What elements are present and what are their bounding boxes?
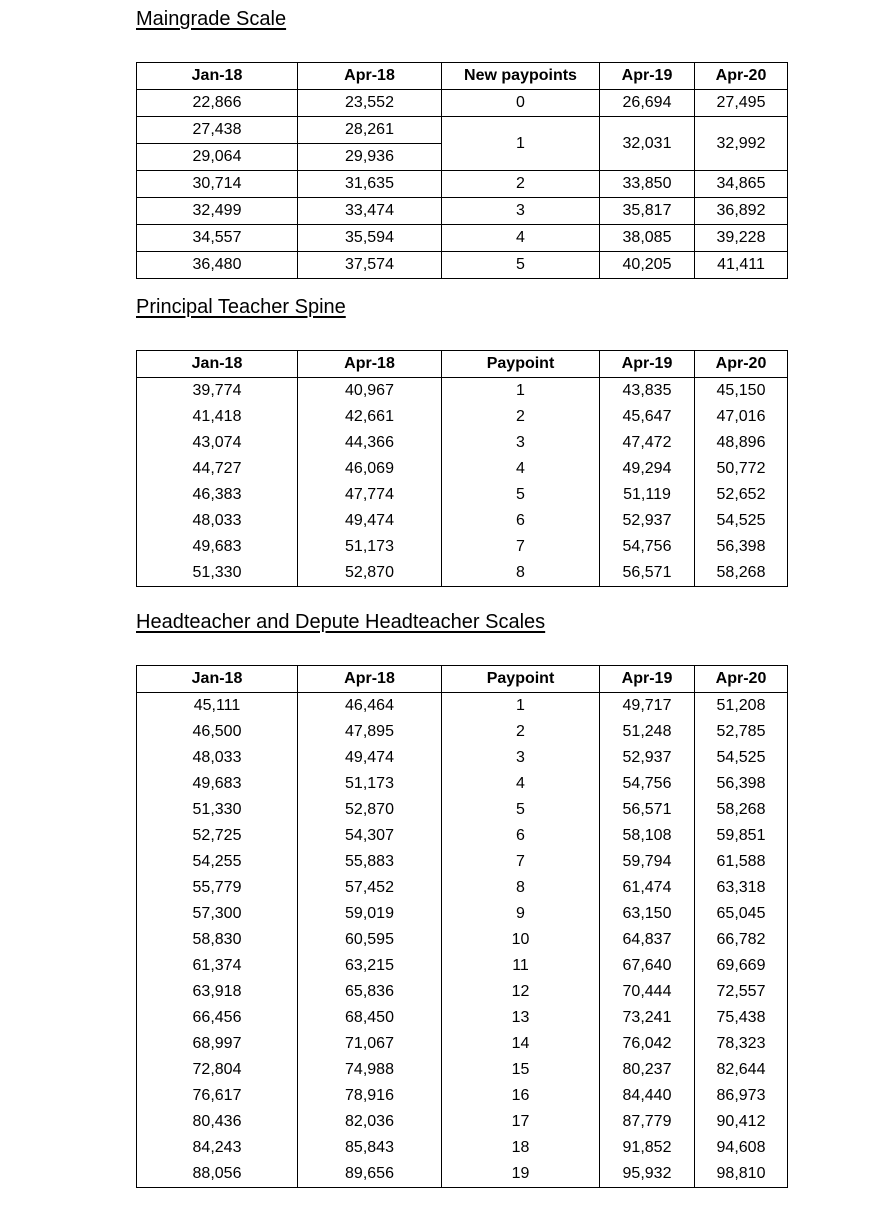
cell-paypoint: 1 <box>442 693 600 720</box>
cell-apr-20: 72,557 <box>695 979 788 1005</box>
column-header-apr-20: Apr-20 <box>695 63 788 90</box>
cell-apr-18: 74,988 <box>298 1057 442 1083</box>
header-row <box>137 351 788 378</box>
column-header-apr-20: Apr-20 <box>695 351 788 378</box>
cell-paypoint: 18 <box>442 1135 600 1161</box>
cell-apr-18: 42,661 <box>298 404 442 430</box>
cell-jan-18: 66,456 <box>137 1005 298 1031</box>
cell-apr-18: 65,836 <box>298 979 442 1005</box>
table-row <box>137 1083 788 1109</box>
cell-paypoint: 2 <box>442 404 600 430</box>
table-row <box>137 979 788 1005</box>
cell-apr-19: 45,647 <box>600 404 695 430</box>
cell-apr-18: 52,870 <box>298 797 442 823</box>
cell-paypoint: 4 <box>442 225 600 252</box>
cell-paypoint: 10 <box>442 927 600 953</box>
cell-jan-18: 45,111 <box>137 693 298 720</box>
cell-apr-19: 87,779 <box>600 1109 695 1135</box>
cell-jan-18: 32,499 <box>137 198 298 225</box>
cell-paypoint: 17 <box>442 1109 600 1135</box>
cell-apr-19: 35,817 <box>600 198 695 225</box>
table-row <box>137 252 788 279</box>
cell-apr-18: 54,307 <box>298 823 442 849</box>
cell-apr-20: 90,412 <box>695 1109 788 1135</box>
cell-apr-18: 37,574 <box>298 252 442 279</box>
cell-apr-19: 43,835 <box>600 378 695 405</box>
table-row <box>137 198 788 225</box>
cell-jan-18: 57,300 <box>137 901 298 927</box>
table-row <box>137 560 788 587</box>
maingrade-scale-title: Maingrade Scale <box>136 8 287 30</box>
cell-apr-20: 27,495 <box>695 90 788 117</box>
column-header-jan-18: Jan-18 <box>137 666 298 693</box>
cell-apr-18: 28,261 <box>298 117 442 144</box>
column-header-apr-18: Apr-18 <box>298 63 442 90</box>
cell-apr-20: 54,525 <box>695 745 788 771</box>
cell-apr-20: 94,608 <box>695 1135 788 1161</box>
cell-apr-20: 52,785 <box>695 719 788 745</box>
cell-jan-18: 39,774 <box>137 378 298 405</box>
cell-apr-20: 52,652 <box>695 482 788 508</box>
cell-paypoint: 4 <box>442 456 600 482</box>
cell-apr-19: 84,440 <box>600 1083 695 1109</box>
cell-apr-18: 49,474 <box>298 508 442 534</box>
cell-paypoint: 5 <box>442 252 600 279</box>
cell-paypoint: 19 <box>442 1161 600 1188</box>
cell-jan-18: 72,804 <box>137 1057 298 1083</box>
cell-apr-20: 56,398 <box>695 771 788 797</box>
headteacher-scales-table <box>136 665 788 1188</box>
principal-teacher-spine-title: Principal Teacher Spine <box>136 296 346 318</box>
header-row <box>137 63 788 90</box>
cell-apr-18: 71,067 <box>298 1031 442 1057</box>
table-row <box>137 771 788 797</box>
column-header-apr-19: Apr-19 <box>600 351 695 378</box>
table-row <box>137 823 788 849</box>
table-row <box>137 430 788 456</box>
cell-apr-18: 78,916 <box>298 1083 442 1109</box>
cell-paypoint: 9 <box>442 901 600 927</box>
cell-jan-18: 43,074 <box>137 430 298 456</box>
cell-jan-18: 68,997 <box>137 1031 298 1057</box>
column-header-jan-18: Jan-18 <box>137 351 298 378</box>
cell-jan-18: 55,779 <box>137 875 298 901</box>
cell-apr-19: 63,150 <box>600 901 695 927</box>
cell-jan-18: 41,418 <box>137 404 298 430</box>
cell-paypoint: 5 <box>442 482 600 508</box>
cell-paypoint: 5 <box>442 797 600 823</box>
cell-jan-18: 44,727 <box>137 456 298 482</box>
cell-apr-19: 58,108 <box>600 823 695 849</box>
cell-jan-18: 63,918 <box>137 979 298 1005</box>
cell-apr-20: 61,588 <box>695 849 788 875</box>
table-row <box>137 875 788 901</box>
cell-apr-19: 61,474 <box>600 875 695 901</box>
cell-apr-18: 57,452 <box>298 875 442 901</box>
cell-jan-18: 36,480 <box>137 252 298 279</box>
cell-paypoint: 7 <box>442 849 600 875</box>
table-row <box>137 404 788 430</box>
cell-apr-20: 63,318 <box>695 875 788 901</box>
cell-jan-18: 30,714 <box>137 171 298 198</box>
table-row <box>137 171 788 198</box>
cell-paypoint: 15 <box>442 1057 600 1083</box>
cell-apr-18: 33,474 <box>298 198 442 225</box>
table-row <box>137 719 788 745</box>
cell-apr-18: 52,870 <box>298 560 442 587</box>
cell-paypoint: 6 <box>442 823 600 849</box>
cell-apr-20: 82,644 <box>695 1057 788 1083</box>
cell-apr-20: 36,892 <box>695 198 788 225</box>
column-header-apr-20: Apr-20 <box>695 666 788 693</box>
cell-apr-19: 52,937 <box>600 745 695 771</box>
cell-apr-20: 39,228 <box>695 225 788 252</box>
cell-apr-18: 68,450 <box>298 1005 442 1031</box>
cell-apr-18: 29,936 <box>298 144 442 171</box>
cell-apr-18: 51,173 <box>298 771 442 797</box>
cell-apr-18: 35,594 <box>298 225 442 252</box>
cell-apr-20: 86,973 <box>695 1083 788 1109</box>
cell-paypoint: 1 <box>442 117 600 171</box>
column-header-apr-18: Apr-18 <box>298 351 442 378</box>
cell-paypoint: 1 <box>442 378 600 405</box>
table-row <box>137 508 788 534</box>
table-row <box>137 1031 788 1057</box>
table-row <box>137 378 788 405</box>
table-row <box>137 1005 788 1031</box>
principal-teacher-spine-table <box>136 350 788 587</box>
table-row <box>137 534 788 560</box>
cell-apr-18: 85,843 <box>298 1135 442 1161</box>
cell-apr-19: 67,640 <box>600 953 695 979</box>
cell-apr-19: 40,205 <box>600 252 695 279</box>
cell-paypoint: 2 <box>442 171 600 198</box>
cell-apr-20: 65,045 <box>695 901 788 927</box>
cell-jan-18: 49,683 <box>137 534 298 560</box>
cell-apr-20: 66,782 <box>695 927 788 953</box>
cell-paypoint: 3 <box>442 745 600 771</box>
cell-jan-18: 49,683 <box>137 771 298 797</box>
cell-apr-19: 52,937 <box>600 508 695 534</box>
table-row <box>137 693 788 720</box>
cell-paypoint: 8 <box>442 875 600 901</box>
cell-apr-18: 89,656 <box>298 1161 442 1188</box>
table-row <box>137 745 788 771</box>
cell-jan-18: 27,438 <box>137 117 298 144</box>
cell-apr-20: 47,016 <box>695 404 788 430</box>
cell-apr-19: 38,085 <box>600 225 695 252</box>
cell-paypoint: 11 <box>442 953 600 979</box>
cell-apr-20: 54,525 <box>695 508 788 534</box>
table-row <box>137 797 788 823</box>
cell-apr-19: 26,694 <box>600 90 695 117</box>
cell-jan-18: 58,830 <box>137 927 298 953</box>
table-row <box>137 90 788 117</box>
cell-apr-19: 51,119 <box>600 482 695 508</box>
cell-apr-19: 54,756 <box>600 771 695 797</box>
table-row <box>137 953 788 979</box>
cell-apr-19: 70,444 <box>600 979 695 1005</box>
table-row <box>137 225 788 252</box>
cell-paypoint: 13 <box>442 1005 600 1031</box>
table-row <box>137 456 788 482</box>
table-row <box>137 1057 788 1083</box>
headteacher-scales-title: Headteacher and Depute Headteacher Scales <box>136 611 546 633</box>
cell-apr-19: 49,294 <box>600 456 695 482</box>
cell-jan-18: 52,725 <box>137 823 298 849</box>
cell-jan-18: 48,033 <box>137 508 298 534</box>
cell-jan-18: 22,866 <box>137 90 298 117</box>
cell-apr-19: 49,717 <box>600 693 695 720</box>
cell-apr-18: 46,069 <box>298 456 442 482</box>
cell-apr-20: 75,438 <box>695 1005 788 1031</box>
cell-paypoint: 6 <box>442 508 600 534</box>
column-header-paypoint: New paypoints <box>442 63 600 90</box>
cell-paypoint: 12 <box>442 979 600 1005</box>
cell-paypoint: 8 <box>442 560 600 587</box>
cell-apr-18: 46,464 <box>298 693 442 720</box>
cell-apr-19: 56,571 <box>600 797 695 823</box>
cell-apr-20: 34,865 <box>695 171 788 198</box>
cell-jan-18: 46,383 <box>137 482 298 508</box>
cell-apr-20: 50,772 <box>695 456 788 482</box>
cell-apr-19: 32,031 <box>600 117 695 171</box>
cell-apr-19: 54,756 <box>600 534 695 560</box>
column-header-paypoint: Paypoint <box>442 351 600 378</box>
cell-paypoint: 4 <box>442 771 600 797</box>
cell-apr-19: 95,932 <box>600 1161 695 1188</box>
cell-apr-18: 82,036 <box>298 1109 442 1135</box>
cell-jan-18: 46,500 <box>137 719 298 745</box>
cell-apr-20: 98,810 <box>695 1161 788 1188</box>
cell-paypoint: 14 <box>442 1031 600 1057</box>
cell-apr-20: 58,268 <box>695 560 788 587</box>
cell-apr-18: 44,366 <box>298 430 442 456</box>
cell-apr-18: 47,895 <box>298 719 442 745</box>
column-header-jan-18: Jan-18 <box>137 63 298 90</box>
table-row <box>137 1109 788 1135</box>
cell-apr-18: 40,967 <box>298 378 442 405</box>
cell-jan-18: 80,436 <box>137 1109 298 1135</box>
cell-paypoint: 3 <box>442 430 600 456</box>
cell-paypoint: 2 <box>442 719 600 745</box>
table-row <box>137 1161 788 1188</box>
cell-paypoint: 7 <box>442 534 600 560</box>
cell-jan-18: 54,255 <box>137 849 298 875</box>
table-row <box>137 901 788 927</box>
cell-apr-20: 45,150 <box>695 378 788 405</box>
cell-jan-18: 51,330 <box>137 560 298 587</box>
cell-jan-18: 88,056 <box>137 1161 298 1188</box>
cell-jan-18: 29,064 <box>137 144 298 171</box>
cell-apr-20: 58,268 <box>695 797 788 823</box>
cell-jan-18: 84,243 <box>137 1135 298 1161</box>
cell-apr-18: 47,774 <box>298 482 442 508</box>
cell-apr-18: 51,173 <box>298 534 442 560</box>
table-row <box>137 482 788 508</box>
cell-paypoint: 16 <box>442 1083 600 1109</box>
cell-apr-19: 64,837 <box>600 927 695 953</box>
maingrade-scale-table <box>136 62 788 279</box>
cell-apr-19: 76,042 <box>600 1031 695 1057</box>
table-row <box>137 849 788 875</box>
cell-apr-19: 47,472 <box>600 430 695 456</box>
cell-apr-19: 91,852 <box>600 1135 695 1161</box>
cell-apr-19: 73,241 <box>600 1005 695 1031</box>
table-row <box>137 927 788 953</box>
cell-apr-19: 51,248 <box>600 719 695 745</box>
cell-jan-18: 48,033 <box>137 745 298 771</box>
cell-apr-18: 49,474 <box>298 745 442 771</box>
cell-apr-20: 56,398 <box>695 534 788 560</box>
cell-apr-18: 59,019 <box>298 901 442 927</box>
column-header-apr-19: Apr-19 <box>600 666 695 693</box>
cell-apr-20: 41,411 <box>695 252 788 279</box>
cell-apr-19: 80,237 <box>600 1057 695 1083</box>
cell-jan-18: 34,557 <box>137 225 298 252</box>
table-row <box>137 117 788 144</box>
cell-apr-18: 60,595 <box>298 927 442 953</box>
column-header-paypoint: Paypoint <box>442 666 600 693</box>
cell-apr-18: 55,883 <box>298 849 442 875</box>
table-row <box>137 1135 788 1161</box>
cell-apr-20: 59,851 <box>695 823 788 849</box>
cell-apr-19: 59,794 <box>600 849 695 875</box>
cell-apr-20: 51,208 <box>695 693 788 720</box>
cell-paypoint: 3 <box>442 198 600 225</box>
header-row <box>137 666 788 693</box>
cell-apr-18: 31,635 <box>298 171 442 198</box>
cell-apr-20: 32,992 <box>695 117 788 171</box>
cell-apr-19: 56,571 <box>600 560 695 587</box>
cell-apr-19: 33,850 <box>600 171 695 198</box>
cell-apr-20: 78,323 <box>695 1031 788 1057</box>
cell-jan-18: 76,617 <box>137 1083 298 1109</box>
cell-paypoint: 0 <box>442 90 600 117</box>
column-header-apr-19: Apr-19 <box>600 63 695 90</box>
column-header-apr-18: Apr-18 <box>298 666 442 693</box>
cell-jan-18: 61,374 <box>137 953 298 979</box>
cell-apr-18: 23,552 <box>298 90 442 117</box>
cell-apr-20: 48,896 <box>695 430 788 456</box>
cell-apr-20: 69,669 <box>695 953 788 979</box>
cell-jan-18: 51,330 <box>137 797 298 823</box>
cell-apr-18: 63,215 <box>298 953 442 979</box>
